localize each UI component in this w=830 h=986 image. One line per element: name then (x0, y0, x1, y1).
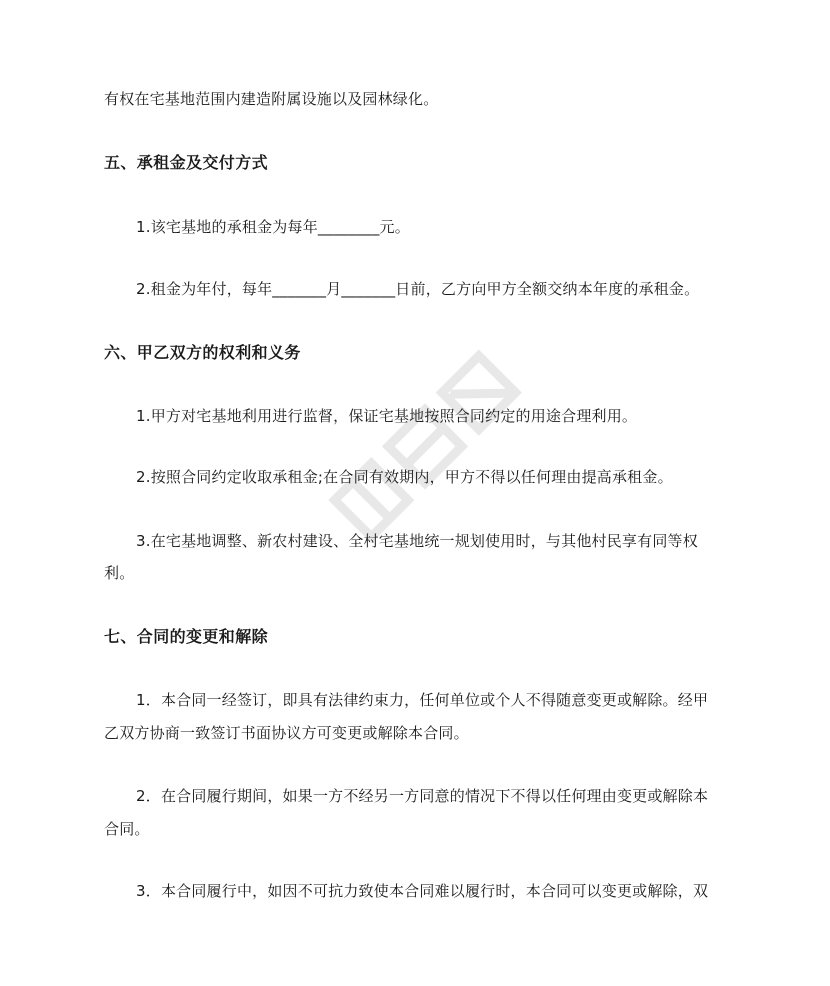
section-6-heading: 六、甲乙双方的权利和义务 (104, 343, 301, 362)
section-6-item-2: 2.按照合同约定收取承租金;在合同有效期内，甲方不得以任何理由提高承租金。 (136, 468, 673, 486)
watermark (300, 320, 560, 560)
section-7-item-2-line-2: 合同。 (104, 820, 150, 838)
section-6-item-1: 1.甲方对宅基地利用进行监督，保证宅基地按照合同约定的用途合理利用。 (136, 407, 638, 425)
section-7-item-3-line-1: 3．本合同履行中，如因不可抗力致使本合同难以履行时，本合同可以变更或解除，双 (136, 882, 709, 900)
section-6-item-3-line-2: 利。 (104, 564, 135, 582)
section-5-heading: 五、承租金及交付方式 (104, 153, 269, 172)
section-6-item-3-line-1: 3.在宅基地调整、新农村建设、全村宅基地统一规划使用时，与其他村民享有同等权 (136, 532, 698, 550)
section-7-item-1-line-2: 乙双方协商一致签订书面协议方可变更或解除本合同。 (104, 724, 469, 742)
intro-line: 有权在宅基地范围内建造附属设施以及园林绿化。 (104, 90, 439, 108)
section-7-heading: 七、合同的变更和解除 (104, 627, 269, 646)
watermark-glyph (407, 428, 444, 465)
section-7-item-1-line-1: 1．本合同一经签订，即具有法律约束力，任何单位或个人不得随意变更或解除。经甲 (136, 691, 709, 709)
section-7-item-2-line-1: 2．在合同履行期间，如果一方不经另一方同意的情况下不得以任何理由变更或解除本 (136, 787, 709, 805)
section-5-item-2: 2.租金为年付，每年_______月_______日前，乙方向甲方全额交纳本年度的承租金。 (136, 280, 700, 298)
section-5-item-1: 1.该宅基地的承租金为每年________元。 (136, 218, 410, 236)
